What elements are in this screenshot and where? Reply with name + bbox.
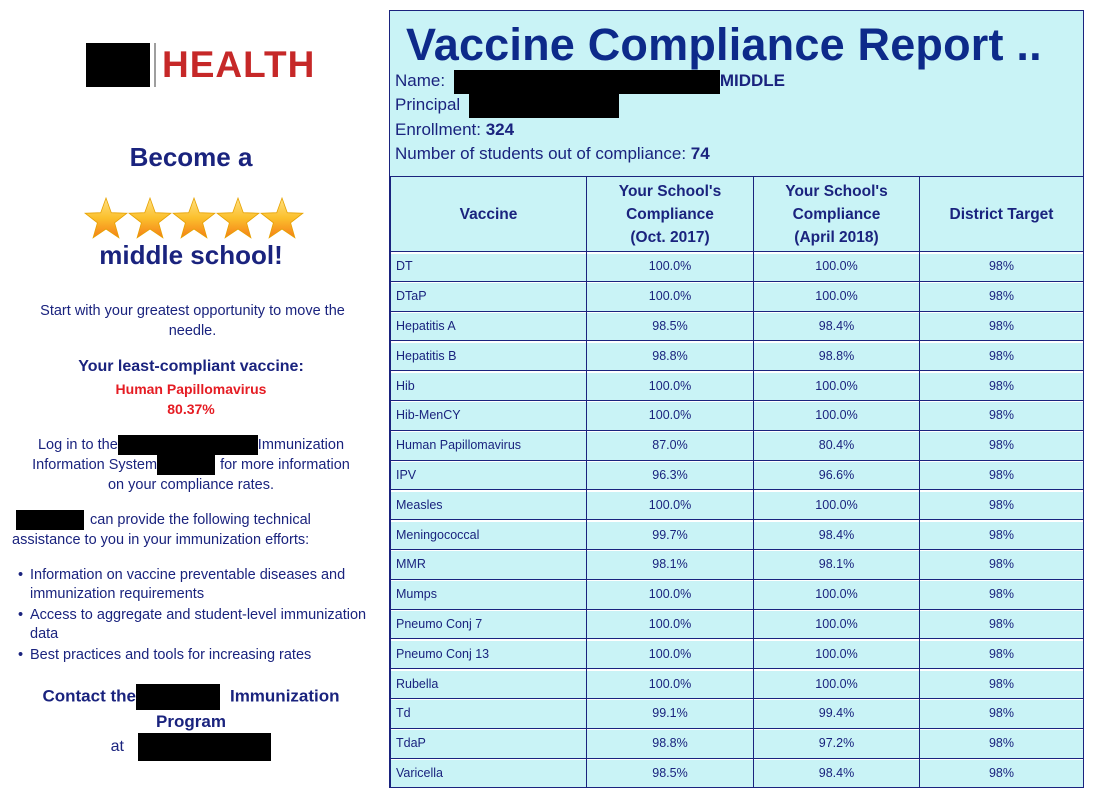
star-icon — [261, 198, 303, 238]
april-2018-cell: 100.0% — [754, 371, 920, 401]
column-header-line: Vaccine — [459, 205, 518, 223]
redacted-block — [118, 435, 258, 455]
vaccine-cell: Rubella — [391, 669, 587, 699]
table-row — [391, 460, 1084, 490]
april-2018-cell: 100.0% — [754, 400, 920, 430]
table-row — [391, 490, 1084, 520]
logo-divider — [154, 43, 156, 87]
list-item: • Best practices and tools for increasing rates — [18, 646, 368, 665]
oct-2017-cell: 100.0% — [587, 639, 754, 669]
middle-school-heading: middle school! — [99, 240, 283, 270]
vaccine-cell: MMR — [391, 549, 587, 579]
redacted-block — [138, 733, 271, 761]
column-header — [391, 177, 587, 252]
star-icon — [217, 198, 259, 238]
district-target-cell: 98% — [920, 281, 1084, 311]
table-row — [391, 549, 1084, 579]
april-2018-cell: 98.4% — [754, 520, 920, 550]
least-compliant-vaccine: Human Papillomavirus — [115, 381, 267, 397]
column-header-line: (Oct. 2017) — [630, 228, 710, 246]
oct-2017-cell: 100.0% — [587, 281, 754, 311]
district-target-cell: 98% — [920, 520, 1084, 550]
vaccine-cell: Hepatitis B — [391, 341, 587, 371]
become-heading: Become a — [129, 142, 253, 172]
april-2018-cell: 100.0% — [754, 490, 920, 520]
april-2018-cell: 98.4% — [754, 311, 920, 341]
table-header-row — [391, 177, 1084, 252]
table-row — [391, 728, 1084, 758]
column-header-line: Your School's — [785, 182, 888, 200]
enrollment-label: Enrollment: — [395, 120, 481, 139]
table-row — [391, 639, 1084, 669]
column-header — [587, 177, 754, 252]
april-2018-cell: 100.0% — [754, 579, 920, 609]
star-icon — [173, 198, 215, 238]
district-target-cell: 98% — [920, 371, 1084, 401]
vaccine-cell: Mumps — [391, 579, 587, 609]
assistance-list — [18, 566, 368, 667]
contact-text-a: Contact the — [42, 686, 136, 706]
table-row — [391, 520, 1084, 550]
district-target-cell: 98% — [920, 639, 1084, 669]
vaccine-cell: Hib-MenCY — [391, 400, 587, 430]
enrollment — [395, 118, 514, 142]
compliance-report — [389, 10, 1084, 788]
table-row — [391, 430, 1084, 460]
district-target-cell: 98% — [920, 460, 1084, 490]
district-target-cell: 98% — [920, 669, 1084, 699]
vaccine-cell: IPV — [391, 460, 587, 490]
table-row — [391, 579, 1084, 609]
logo-word: HEALTH — [162, 44, 316, 85]
oct-2017-cell: 100.0% — [587, 609, 754, 639]
vaccine-cell: Hib — [391, 371, 587, 401]
april-2018-cell: 100.0% — [754, 609, 920, 639]
april-2018-cell: 98.8% — [754, 341, 920, 371]
vaccine-cell: Pneumo Conj 7 — [391, 609, 587, 639]
column-header-line: (April 2018) — [794, 228, 879, 246]
oct-2017-cell: 98.5% — [587, 311, 754, 341]
vaccine-table — [390, 176, 1084, 788]
redacted-block — [16, 510, 84, 530]
district-target-cell: 98% — [920, 430, 1084, 460]
district-target-cell: 98% — [920, 252, 1084, 282]
district-target-cell: 98% — [920, 728, 1084, 758]
vaccine-cell: Meningococcal — [391, 520, 587, 550]
april-2018-cell: 98.4% — [754, 758, 920, 788]
oct-2017-cell: 98.8% — [587, 341, 754, 371]
april-2018-cell: 97.2% — [754, 728, 920, 758]
contact-text-c: Program — [156, 712, 226, 731]
login-text-a: Log in to the — [37, 437, 118, 453]
login-text-c: Information System — [32, 457, 158, 474]
assist-body: can provide the following technical assistance to you in your immunization efforts: — [12, 512, 311, 549]
out-of-compliance — [395, 142, 710, 166]
table-row — [391, 609, 1084, 639]
oct-2017-cell: 87.0% — [587, 430, 754, 460]
oct-2017-cell: 98.5% — [587, 758, 754, 788]
table-row — [391, 698, 1084, 728]
login-text-e: on your compliance rates. — [107, 477, 275, 494]
april-2018-cell: 80.4% — [754, 430, 920, 460]
redacted-block — [469, 94, 619, 118]
column-header-line: Compliance — [792, 205, 881, 223]
oct-2017-cell: 98.1% — [587, 549, 754, 579]
table-row — [391, 669, 1084, 699]
contact-text — [0, 684, 382, 734]
district-target-cell: 98% — [920, 579, 1084, 609]
oct-2017-cell: 98.8% — [587, 728, 754, 758]
oct-2017-cell: 99.1% — [587, 698, 754, 728]
vaccine-cell: DTaP — [391, 281, 587, 311]
principal-label: Principal — [395, 95, 461, 114]
principal — [395, 93, 619, 117]
oct-2017-cell: 100.0% — [587, 371, 754, 401]
column-header — [754, 177, 920, 252]
april-2018-cell: 99.4% — [754, 698, 920, 728]
name-label: Name: — [395, 71, 446, 90]
redacted-block — [86, 43, 150, 87]
district-target-cell: 98% — [920, 549, 1084, 579]
table-row — [391, 758, 1084, 788]
star-icon — [129, 198, 171, 238]
contact-at — [0, 733, 382, 761]
redacted-block — [157, 455, 215, 475]
list-item: • Information on vaccine preventable diseases and immunization requirements — [18, 566, 368, 604]
column-header-line: District Target — [949, 205, 1054, 223]
oct-2017-cell: 100.0% — [587, 669, 754, 699]
oct-2017-cell: 96.3% — [587, 460, 754, 490]
april-2018-cell: 100.0% — [754, 639, 920, 669]
intro-text: Start with your greatest opportunity to move the needle. — [40, 303, 345, 339]
oct-2017-cell: 99.7% — [587, 520, 754, 550]
least-compliant-percent: 80.37% — [167, 401, 215, 417]
table-body — [391, 252, 1084, 788]
oct-2017-cell: 100.0% — [587, 400, 754, 430]
out-label: Number of students out of compliance: — [395, 144, 687, 163]
april-2018-cell: 100.0% — [754, 281, 920, 311]
enrollment-value: 324 — [485, 120, 515, 139]
redacted-block — [136, 684, 220, 710]
assist-text — [12, 510, 362, 550]
vaccine-cell: Pneumo Conj 13 — [391, 639, 587, 669]
table-row — [391, 281, 1084, 311]
district-target-cell: 98% — [920, 341, 1084, 371]
april-2018-cell: 96.6% — [754, 460, 920, 490]
at-label: at — [110, 738, 124, 756]
contact-text-b: Immunization — [229, 686, 340, 706]
column-header-line: Your School's — [618, 182, 722, 200]
list-item: • Access to aggregate and student-level immunization data — [18, 606, 368, 644]
login-text — [10, 435, 372, 495]
report-header — [390, 11, 1083, 176]
vaccine-cell: Varicella — [391, 758, 587, 788]
district-target-cell: 98% — [920, 490, 1084, 520]
table-row — [391, 400, 1084, 430]
april-2018-cell: 100.0% — [754, 669, 920, 699]
vaccine-cell: Td — [391, 698, 587, 728]
table-row — [391, 371, 1084, 401]
vaccine-cell: Human Papillomavirus — [391, 430, 587, 460]
vaccine-cell: DT — [391, 252, 587, 282]
vaccine-cell: Measles — [391, 490, 587, 520]
table-row — [391, 341, 1084, 371]
report-title: Vaccine Compliance Report .. — [406, 19, 1042, 70]
oct-2017-cell: 100.0% — [587, 579, 754, 609]
five-stars-icon — [84, 196, 304, 242]
star-icon — [85, 198, 127, 238]
vaccine-cell: Hepatitis A — [391, 311, 587, 341]
least-compliant-title: Your least-compliant vaccine: — [78, 358, 304, 375]
out-value: 74 — [690, 144, 710, 163]
left-panel — [0, 0, 382, 800]
table-row — [391, 252, 1084, 282]
redacted-block — [454, 70, 720, 94]
district-target-cell: 98% — [920, 311, 1084, 341]
oct-2017-cell: 100.0% — [587, 490, 754, 520]
district-target-cell: 98% — [920, 609, 1084, 639]
district-target-cell: 98% — [920, 400, 1084, 430]
column-header-line: Compliance — [626, 205, 714, 223]
column-header — [920, 177, 1084, 252]
login-text-d: for more information — [220, 457, 350, 474]
district-target-cell: 98% — [920, 698, 1084, 728]
login-text-b: Immunization — [257, 437, 345, 453]
health-logo — [86, 43, 315, 87]
district-target-cell: 98% — [920, 758, 1084, 788]
school-name — [395, 69, 785, 93]
table-row — [391, 311, 1084, 341]
april-2018-cell: 100.0% — [754, 252, 920, 282]
april-2018-cell: 98.1% — [754, 549, 920, 579]
vaccine-cell: TdaP — [391, 728, 587, 758]
name-suffix: MIDDLE — [719, 71, 785, 90]
oct-2017-cell: 100.0% — [587, 252, 754, 282]
